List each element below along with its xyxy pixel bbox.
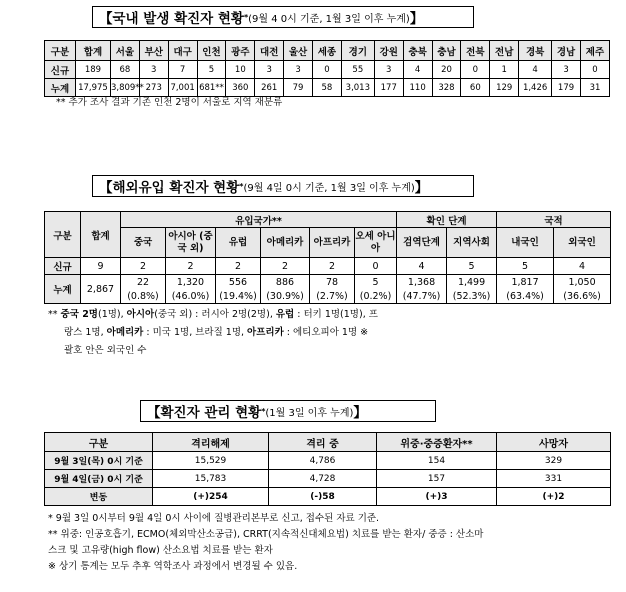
column-header: 아메리카 xyxy=(261,228,310,258)
table-cell: 15,529 xyxy=(153,452,269,470)
table-cell: 154 xyxy=(377,452,497,470)
column-header: 충남 xyxy=(432,41,461,61)
table-cell: 189 xyxy=(75,61,110,79)
table-cell: 1,050 xyxy=(554,275,611,290)
table-cell: 261 xyxy=(255,79,284,97)
table-cell: (+)3 xyxy=(377,488,497,506)
table-row-cumulative xyxy=(45,79,610,97)
table-cell: 3,013 xyxy=(341,79,374,97)
column-header: 내국인 xyxy=(497,228,554,258)
management-title-main: 【확진자 관리 현황 xyxy=(147,405,262,421)
case-management-table xyxy=(44,432,611,506)
table-cell: 2 xyxy=(261,258,310,275)
table-cell: 5 xyxy=(447,258,497,275)
table-cell: 3 xyxy=(255,61,284,79)
column-header: 충북 xyxy=(403,41,432,61)
table-cell: 1,499 xyxy=(447,275,497,290)
table-cell: 20 xyxy=(432,61,461,79)
column-header: 구분 xyxy=(45,41,76,61)
table-cell: 360 xyxy=(226,79,255,97)
table-cell-pct: (46.0%) xyxy=(166,290,216,304)
table-cell: 17,975 xyxy=(75,79,110,97)
row-label: 9월 4일(금) 0시 기준 xyxy=(45,470,153,488)
column-header: 검역단계 xyxy=(397,228,447,258)
column-header: 경남 xyxy=(552,41,581,61)
domestic-cases-table xyxy=(44,40,610,97)
table-cell: 0 xyxy=(580,61,609,79)
table-cell: 5 xyxy=(497,258,554,275)
table-cell: 4 xyxy=(554,258,611,275)
table-row-change xyxy=(45,488,611,506)
table-header-row xyxy=(45,41,610,61)
table-cell: 1,368 xyxy=(397,275,447,290)
table-cell: 556 xyxy=(216,275,261,290)
domestic-title-sub: (9월 4 0시 기준, 1월 3일 이후 누계) xyxy=(248,13,410,25)
row-label-new: 신규 xyxy=(45,258,81,275)
column-header: 부산 xyxy=(139,41,168,61)
row-label-cumulative: 누계 xyxy=(45,275,81,304)
column-header: 오세 아니아 xyxy=(355,228,397,258)
column-header: 아프리카 xyxy=(310,228,355,258)
table-cell: 22 xyxy=(121,275,166,290)
table-cell: 2 xyxy=(216,258,261,275)
column-header: 세종 xyxy=(312,41,341,61)
table-cell: 5 xyxy=(355,275,397,290)
domestic-cases-title: 【국내 발생 확진자 현황 * (9월 4 0시 기준, 1월 3일 이후 누계) 】 xyxy=(92,6,474,28)
table-cell: 4,728 xyxy=(269,470,377,488)
table-cell-pct: (30.9%) xyxy=(261,290,310,304)
table-cell: 681** xyxy=(197,79,226,97)
table-header-row xyxy=(45,433,611,452)
table-cell: 1,426 xyxy=(519,79,552,97)
column-header: 경기 xyxy=(341,41,374,61)
domestic-note: ** 추가 조사 결과 기존 인천 2명이 서울로 지역 재분류 xyxy=(56,97,283,108)
table-cell: 2 xyxy=(166,258,216,275)
table-cell-pct: (47.7%) xyxy=(397,290,447,304)
column-header: 격리해제 xyxy=(153,433,269,452)
table-cell: 179 xyxy=(552,79,581,97)
column-header: 제주 xyxy=(580,41,609,61)
table-cell: 0 xyxy=(312,61,341,79)
table-cell: 78 xyxy=(310,275,355,290)
table-cell: 58 xyxy=(312,79,341,97)
domestic-title-main: 【국내 발생 확진자 현황 xyxy=(99,11,244,27)
table-row-new xyxy=(45,61,610,79)
col-nationality: 국적 xyxy=(497,212,611,228)
column-header: 격리 중 xyxy=(269,433,377,452)
table-cell: 1,320 xyxy=(166,275,216,290)
table-cell: 331 xyxy=(497,470,611,488)
column-header: 합계 xyxy=(75,41,110,61)
table-cell: 273 xyxy=(139,79,168,97)
table-cell: (-)58 xyxy=(269,488,377,506)
table-row xyxy=(45,452,611,470)
table-row xyxy=(45,470,611,488)
column-header: 강원 xyxy=(374,41,403,61)
table-cell: 3 xyxy=(139,61,168,79)
table-cell: (+)2 xyxy=(497,488,611,506)
column-header: 광주 xyxy=(226,41,255,61)
table-cell: 5 xyxy=(197,61,226,79)
column-header: 인천 xyxy=(197,41,226,61)
table-cell: 129 xyxy=(490,79,519,97)
column-header: 사망자 xyxy=(497,433,611,452)
column-header: 대구 xyxy=(168,41,197,61)
management-title-sub: (1월 3일 이후 누계) xyxy=(265,407,354,419)
column-header: 경북 xyxy=(519,41,552,61)
imported-cases-table xyxy=(44,211,611,304)
col-inflow-country: 유입국가** xyxy=(121,212,397,228)
table-cell: 7 xyxy=(168,61,197,79)
column-header: 울산 xyxy=(284,41,313,61)
table-cell: 4 xyxy=(397,258,447,275)
table-cell: 68 xyxy=(110,61,139,79)
column-header: 위중·중증환자** xyxy=(377,433,497,452)
table-cell-pct: (52.3%) xyxy=(447,290,497,304)
column-header: 지역사회 xyxy=(447,228,497,258)
table-cell: 15,783 xyxy=(153,470,269,488)
table-cell: 60 xyxy=(461,79,490,97)
imported-title-main: 【해외유입 확진자 현황 xyxy=(99,180,240,196)
imported-cases-title: 【해외유입 확진자 현황 * (9월 4일 0시 기준, 1월 3일 이후 누계) 】 xyxy=(92,175,474,197)
table-cell: 10 xyxy=(226,61,255,79)
table-cell: 328 xyxy=(432,79,461,97)
row-label: 9월 3일(목) 0시 기준 xyxy=(45,452,153,470)
column-header: 중국 xyxy=(121,228,166,258)
column-header: 서울 xyxy=(110,41,139,61)
table-cell: (+)254 xyxy=(153,488,269,506)
column-header: 아시아 (중국 외) xyxy=(166,228,216,258)
table-cell: 157 xyxy=(377,470,497,488)
table-cell: 3,809** xyxy=(110,79,139,97)
col-total: 합계 xyxy=(81,212,121,258)
table-cell-pct: (0.2%) xyxy=(355,290,397,304)
table-cell: 2 xyxy=(310,258,355,275)
table-cell: 3 xyxy=(284,61,313,79)
imported-title-sub: (9월 4일 0시 기준, 1월 3일 이후 누계) xyxy=(243,182,415,194)
table-cell: 3 xyxy=(374,61,403,79)
col-gubun: 구분 xyxy=(45,212,81,258)
table-cell-pct: (63.4%) xyxy=(497,290,554,304)
table-cell: 31 xyxy=(580,79,609,97)
column-header: 구분 xyxy=(45,433,153,452)
row-label: 신규 xyxy=(45,61,76,79)
table-cell-pct: (36.6%) xyxy=(554,290,611,304)
column-header: 전북 xyxy=(461,41,490,61)
row-label: 변동 xyxy=(45,488,153,506)
table-cell: 3 xyxy=(552,61,581,79)
table-cell: 55 xyxy=(341,61,374,79)
column-header: 대전 xyxy=(255,41,284,61)
table-cell-pct: (2.7%) xyxy=(310,290,355,304)
table-cell-pct: (19.4%) xyxy=(216,290,261,304)
table-cell: 4 xyxy=(403,61,432,79)
table-cell: 177 xyxy=(374,79,403,97)
table-cell: 79 xyxy=(284,79,313,97)
table-cell: 4,786 xyxy=(269,452,377,470)
table-cell: 2 xyxy=(121,258,166,275)
row-label: 누계 xyxy=(45,79,76,97)
table-cell: 4 xyxy=(519,61,552,79)
table-cell: 1 xyxy=(490,61,519,79)
table-cell: 0 xyxy=(355,258,397,275)
management-title: 【확진자 관리 현황 * (1월 3일 이후 누계) 】 xyxy=(140,400,436,422)
col-confirm-stage: 확인 단계 xyxy=(397,212,497,228)
cumulative-total: 2,867 xyxy=(81,275,121,304)
table-cell: 0 xyxy=(461,61,490,79)
table-cell: 110 xyxy=(403,79,432,97)
table-cell: 1,817 xyxy=(497,275,554,290)
new-total: 9 xyxy=(81,258,121,275)
table-cell: 7,001 xyxy=(168,79,197,97)
table-cell-pct: (0.8%) xyxy=(121,290,166,304)
column-header: 외국인 xyxy=(554,228,611,258)
table-cell: 886 xyxy=(261,275,310,290)
column-header: 전남 xyxy=(490,41,519,61)
column-header: 유럽 xyxy=(216,228,261,258)
table-cell: 329 xyxy=(497,452,611,470)
